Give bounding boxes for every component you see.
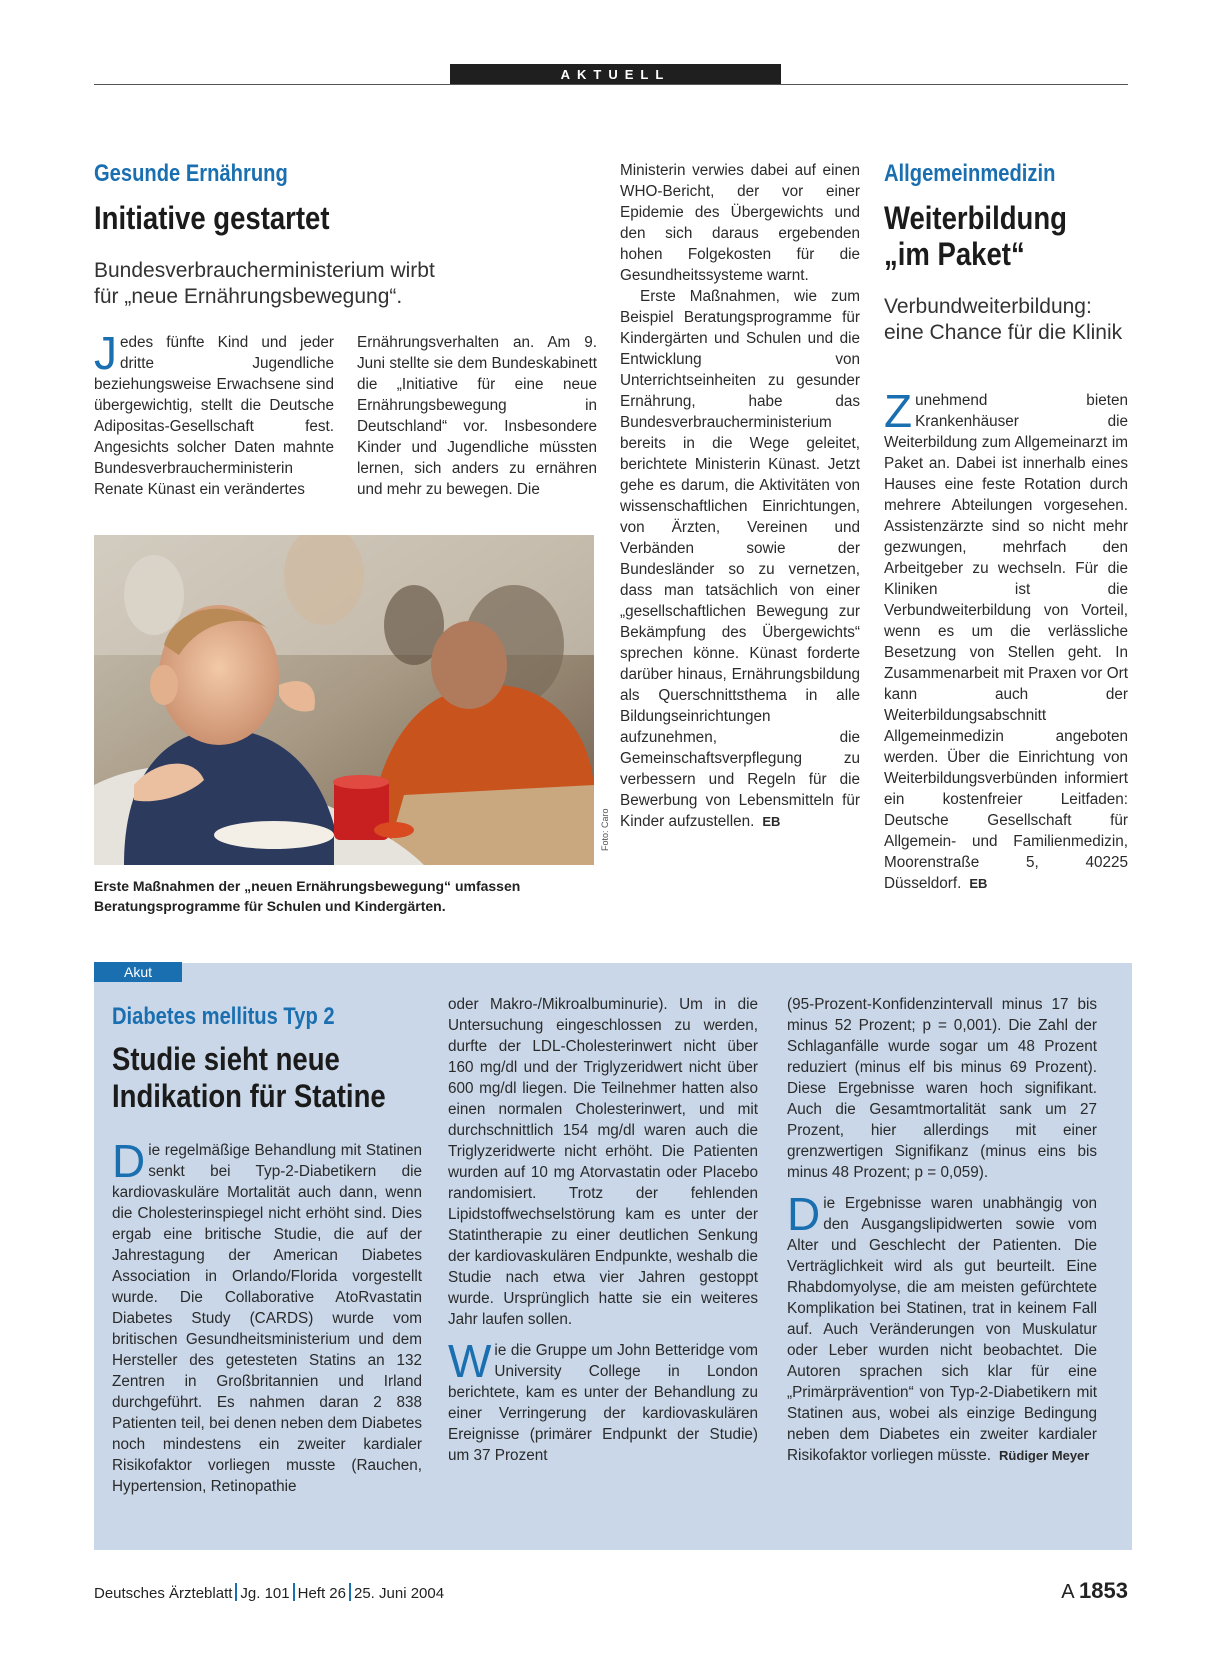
box-column-2	[448, 994, 758, 1466]
article1-column-2	[357, 332, 597, 500]
page-prefix: A	[1061, 1581, 1074, 1603]
article1-col2-text: Ernährungsverhalten an. Am 9. Juni stellte sie dem Bundeskabinett die „Initiative für eine neue Ernährungsbewegung in Deutschland“ vor. Insbesondere Kinder und Jugendliche müssten lernen, sich anders zu ernähren und mehr zu bewegen. Die	[357, 334, 597, 498]
article2-body	[884, 385, 1128, 894]
dropcap-D2: D	[787, 1188, 821, 1240]
dropcap-Z: Z	[884, 385, 913, 437]
footer-issue: Heft 26	[297, 1585, 346, 1602]
footer-separator	[349, 1583, 351, 1601]
page-number	[1061, 1578, 1128, 1604]
article1-signature: EB	[762, 814, 781, 829]
box-col1-text: ie regelmäßige Behandlung mit Statinen senkt bei Typ-2-Diabetikern die kardiovaskuläre Mortalität auch dann, wenn die Cholesterinspiegel nicht erhöht sind. Dies ergab eine britische Studie, die auf der Jahrestagung der American Diabetes Association in Orlando/Florida vorgestellt wurde. Die Collaborative AtoRvastatin Diabetes Study (CARDS) wurde vom britischen Gesundheitsministerium und dem Hersteller des getesteten Statins an 132 Zentren in Großbritannien und Irland durchgeführt. Es nahmen daran 2 838 Patienten teil, bei denen neben dem Diabetes noch mindestens ein zweiter kardialer Risikofaktor vorliegen musste (Rauchen, Hypertension, Retinopathie	[112, 1142, 422, 1495]
article1-kicker: Gesunde Ernährung	[94, 160, 288, 187]
article2-subline: Verbundweiterbildung: eine Chance für die Klinik	[884, 295, 1123, 344]
article2-headline-line1: Weiterbildung	[884, 200, 1067, 236]
article1-col3-p1: Ministerin verwies dabei auf einen WHO-Bericht, der vor einer Epidemie des Übergewichts und den sich daraus ergebenden hohen Folgekosten für die Gesundheitssysteme warnt.	[620, 162, 860, 284]
article1-col1-text: edes fünfte Kind und jeder dritte Jugendliche beziehungsweise Erwachsene sind übergewichtig, stellt die Deutsche Adipositas-Gesellschaft fest. Angesichts solcher Daten mahnte Bundesverbraucherministerin Renate Künast ein verändertes	[94, 334, 334, 498]
box-col3-p1: (95-Prozent-Konfidenzintervall minus 17 bis minus 52 Prozent; p = 0,001). Die Zahl der Schlaganfälle wurde sogar um 48 Prozent reduziert (minus elf bis minus 69 Prozent). Diese Ergebnisse waren hoch signifikant. Auch die Gesamtmortalität sank um 27 Prozent, hier allerdings mit einer grenzwertigen Signifikanz (minus eins bis minus 48 Prozent; p = 0,059).	[787, 996, 1097, 1181]
section-label: AKTUELL	[450, 64, 781, 85]
box-col3-p2: ie Ergebnisse waren unabhängig von den Ausgangslipidwerten sowie vom Alter und Geschlecht der Patienten. Die Verträglichkeit wird als gut beurteilt. Eine Rhabdomyolyse, die am meisten gefürchtete Komplikation bei Statinen, trat in keinem Fall auf. Auch Veränderungen von Muskulatur oder Leber wurden nicht beobachtet. Die Autoren sprachen sich klar für eine „Primärprävention“ von Typ-2-Diabetikern mit Statinen aus, wobei als einzige Bedingung neben dem Diabetes ein zweiter kardialer Risikofaktor vorliegen müsste.	[787, 1195, 1097, 1464]
article2-headline-line2: „im Paket“	[884, 236, 1025, 272]
box-col2-p2: ie die Gruppe um John Betteridge vom University College in London berichtete, kam es unter der Behandlung zu einer Verringerung der kardiovaskulären Ereignisse (primärer Endpunkt der Studie) um 37 Prozent	[448, 1342, 758, 1464]
footer-journal: Deutsches Ärzteblatt	[94, 1585, 233, 1602]
box-headline-line2: Indikation für Statine	[112, 1078, 386, 1114]
article2-signature: EB	[969, 876, 988, 891]
article1-column-3	[620, 160, 860, 832]
akut-tag: Akut	[94, 962, 182, 982]
box-headline-line1: Studie sieht neue	[112, 1041, 340, 1077]
article1-headline: Initiative gestartet	[94, 200, 330, 236]
footer-separator	[293, 1583, 295, 1601]
footer-separator	[235, 1583, 237, 1601]
article1-subline: Bundesverbraucherministerium wirbt für „neue Ernährungsbewegung“.	[94, 259, 435, 308]
article1-column-1	[94, 327, 334, 500]
article2-kicker: Allgemeinmedizin	[884, 160, 1056, 187]
box-signature: Rüdiger Meyer	[999, 1448, 1090, 1463]
box-kicker: Diabetes mellitus Typ 2	[112, 1003, 335, 1030]
footer-date: 25. Juni 2004	[354, 1585, 445, 1602]
photo-caption: Erste Maßnahmen der „neuen Ernährungsbewegung“ umfassen Beratungsprogramme für Schulen und Kindergärten.	[94, 878, 521, 914]
dropcap-J: J	[94, 327, 117, 379]
box-column-3	[787, 994, 1097, 1466]
dropcap-W: W	[448, 1335, 492, 1387]
dropcap-D: D	[112, 1135, 146, 1187]
page-number-value: 1853	[1079, 1578, 1128, 1603]
photo-credit: Foto: Caro	[600, 808, 610, 851]
article1-col3-p2: Erste Maßnahmen, wie zum Beispiel Beratungsprogramme für Kindergärten und Schulen und die Entwicklung von Unterrichtseinheiten zu gesunder Ernährung, habe das Bundesverbraucherministerium bereits in die Wege geleitet, berichtete Ministerin Künast. Jetzt gehe es darum, die Aktivitäten von wissenschaftlichen Einrichtungen, von Ärzten, Vereinen und Verbänden sowie der Bundesländer so zu vernetzen, dass man tatsächlich von einer „gesellschaftlichen Bewegung zur Bekämpfung des Übergewichts“ sprechen könne. Künast forderte darüber hinaus, Ernährungsbildung als Querschnittsthema in alle Bildungseinrichtungen aufzunehmen, die Gemeinschaftsverpflegung zu verbessern und Regeln für die Bewerbung von Lebensmitteln für Kinder aufzustellen.	[620, 288, 860, 830]
header-rule	[94, 84, 1128, 85]
photo-children-eating	[94, 535, 594, 865]
article2-text: unehmend bieten Krankenhäuser die Weiterbildung zum Allgemeinarzt im Paket an. Dabei ist innerhalb eines Hauses eine feste Rotation durch mehrere Abteilungen vorgesehen. Assistenzärzte sind so nicht mehr gezwungen, mehrfach den Arbeitgeber zu wechseln. Für die Kliniken ist die Verbundweiterbildung von Vorteil, wenn es um die verlässliche Besetzung von Stellen geht. In Zusammenarbeit mit Praxen vor Ort kann auch der Weiterbildungsabschnitt Allgemeinmedizin angeboten werden. Über die Einrichtung von Weiterbildungsverbünden informiert ein kostenfreier Leitfaden: Deutsche Gesellschaft für Allgemein- und Familienmedizin, Moorenstraße 5, 40225 Düsseldorf.	[884, 392, 1128, 892]
footer	[94, 1583, 1128, 1602]
footer-volume: Jg. 101	[240, 1585, 290, 1602]
box-column-1	[112, 1135, 422, 1497]
article-photo	[94, 535, 594, 865]
box-col2-p1: oder Makro-/Mikroalbuminurie). Um in die Untersuchung eingeschlossen zu werden, durfte der LDL-Cholesterinwert nicht über 160 mg/dl und der Triglyzeridwert nicht über 600 mg/dl liegen. Die Teilnehmer hatten also einen normalen Cholesterinwert, und mit durchschnittlich 154 mg/dl waren auch die Triglyzeridwerte nicht erhöht. Die Patienten wurden auf 10 mg Atorvastatin oder Placebo randomisiert. Trotz der fehlenden Lipidstoffwechselstörung kam es unter der Statintherapie zu einer deutlichen Senkung der kardiovaskulären Endpunkte, weshalb die Studie nach etwa vier Jahren gestoppt wurde. Ursprünglich hatte sie ein weiteres Jahr laufen sollen.	[448, 996, 758, 1328]
